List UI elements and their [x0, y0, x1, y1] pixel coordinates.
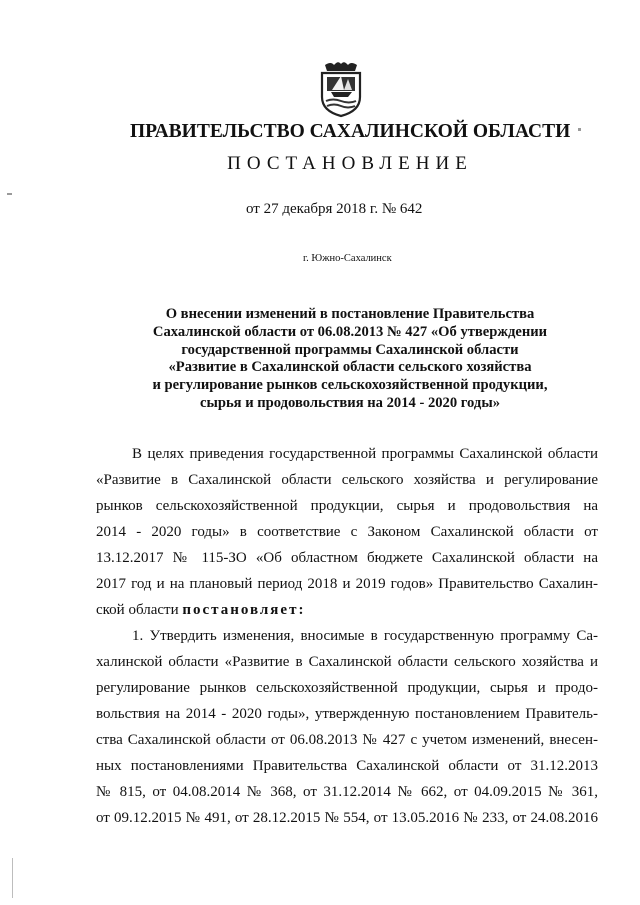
- coat-of-arms-emblem: [318, 60, 364, 118]
- body-line: от 09.12.2015 № 491, от 28.12.2015 № 554, от 13.05.2016 № 233, от 24.08.2016: [96, 810, 598, 826]
- issue-city: г. Южно-Сахалинск: [303, 253, 392, 264]
- document-type: ПОСТАНОВЛЕНИЕ: [227, 153, 473, 174]
- body-line: 2017 год и на плановый период 2018 и 2019 годов» Правительство Сахалин-: [96, 576, 598, 592]
- document-date-number: от 27 декабря 2018 г. № 642: [246, 201, 423, 217]
- body-line: 13.12.2017 № 115-ЗО «Об областном бюджете Сахалинской области на: [96, 550, 598, 566]
- body-line-decree: [96, 601, 598, 619]
- body-line: ных постановлениями Правительства Сахалинской области от 31.12.2013: [96, 758, 598, 774]
- subject-line: О внесении изменений в постановление Правительства: [165, 306, 535, 322]
- subject-line: и регулирование рынков сельскохозяйственной продукции,: [152, 377, 548, 394]
- subject-line: сырья и продовольствия на 2014 - 2020 годы»: [199, 394, 501, 411]
- decree-word: постановляет:: [182, 602, 306, 618]
- body-line: «Развитие в Сахалинской области сельского хозяйства и регулирование: [96, 472, 598, 488]
- subject-line: «Развитие в Сахалинской области сельского хозяйства: [168, 359, 532, 376]
- body-line: ства Сахалинской области от 06.08.2013 № 427 с учетом изменений, внесен-: [96, 732, 598, 748]
- body-line: вольствия на 2014 - 2020 годы», утвержденную постановлением Правитель-: [96, 706, 598, 722]
- body-line: рынков сельскохозяйственной продукции, сырья и продовольствия на: [96, 498, 598, 514]
- body-line: № 815, от 04.08.2014 № 368, от 31.12.2014 № 662, от 04.09.2015 № 361,: [96, 784, 598, 800]
- body-line: 2014 - 2020 годы» в соответствие с Законом Сахалинской области от: [96, 524, 598, 540]
- document-subject: [120, 306, 580, 413]
- body-line: халинской области «Развитие в Сахалинской области сельского хозяйства и: [96, 654, 598, 670]
- subject-line: государственной программы Сахалинской области: [181, 341, 519, 358]
- scan-edge-line: [12, 858, 13, 898]
- scan-speck: [578, 128, 581, 131]
- body-line: регулирование рынков сельскохозяйственной продукции, сырья и продо-: [96, 680, 598, 696]
- body-line: В целях приведения государственной программы Сахалинской области: [132, 446, 598, 462]
- body-line-text: ской области: [96, 602, 179, 618]
- subject-line: Сахалинской области от 06.08.2013 № 427 «Об утверждении: [152, 323, 548, 340]
- government-name: ПРАВИТЕЛЬСТВО САХАЛИНСКОЙ ОБЛАСТИ: [130, 121, 571, 142]
- body-line: 1. Утвердить изменения, вносимые в государственную программу Са-: [132, 628, 598, 644]
- scan-speck: [7, 193, 12, 195]
